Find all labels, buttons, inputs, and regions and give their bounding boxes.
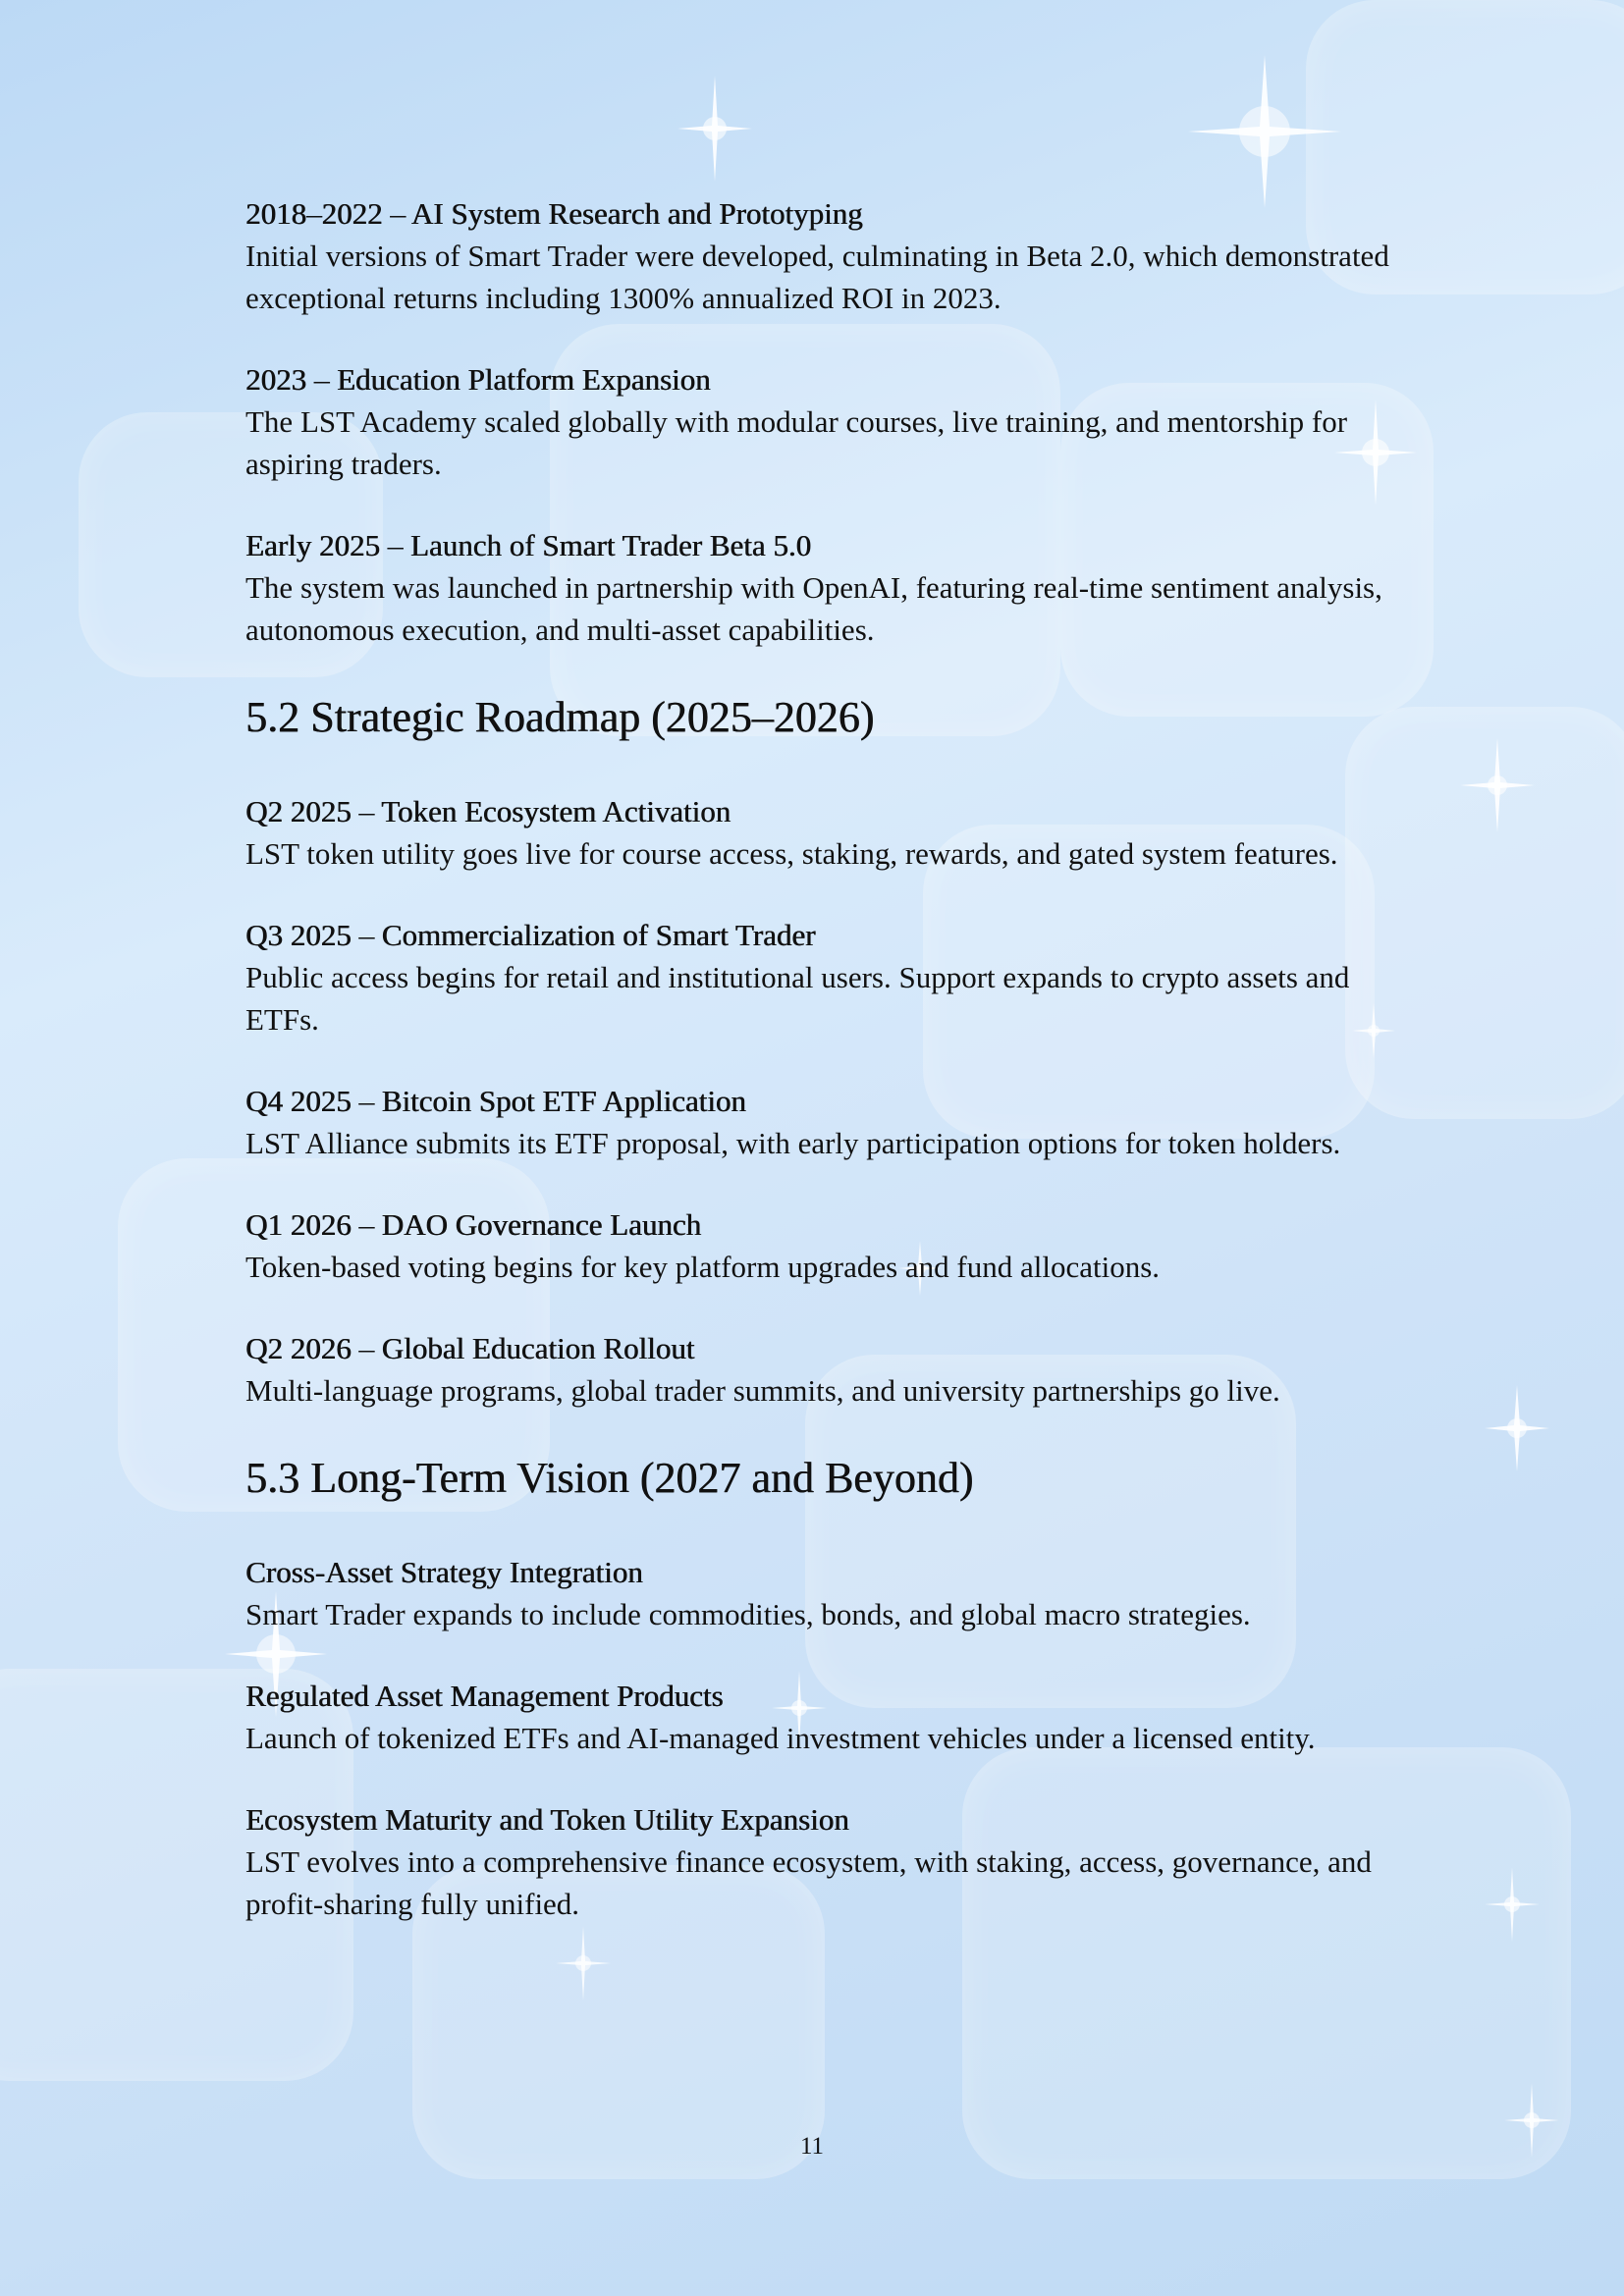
entry-title: 2023 – Education Platform Expansion [245, 362, 711, 397]
history-entry [245, 192, 1394, 319]
entry-title: Q1 2026 – DAO Governance Launch [245, 1207, 702, 1242]
entry-body: Smart Trader expands to include commodities, bonds, and global macro strategies. [245, 1597, 1251, 1631]
roadmap-entry [245, 1203, 1394, 1288]
entry-body: Public access begins for retail and institutional users. Support expands to crypto assets and ETFs. [245, 960, 1350, 1037]
entry-body: Launch of tokenized ETFs and AI-managed investment vehicles under a licensed entity. [245, 1721, 1316, 1755]
page-number: 11 [799, 2133, 825, 2160]
entry-body: The LST Academy scaled globally with modular courses, live training, and mentorship for aspiring traders. [245, 404, 1348, 481]
roadmap-entry [245, 790, 1394, 875]
entry-title: Q2 2026 – Global Education Rollout [245, 1331, 695, 1365]
history-entry [245, 358, 1394, 485]
entry-title: Q3 2025 – Commercialization of Smart Trader [245, 918, 816, 952]
section-heading-vision: 5.3 Long-Term Vision (2027 and Beyond) [245, 1454, 974, 1502]
entry-title: 2018–2022 – AI System Research and Prototyping [245, 196, 863, 231]
entry-title: Cross-Asset Strategy Integration [245, 1555, 643, 1589]
entry-body: Token-based voting begins for key platform upgrades and fund allocations. [245, 1250, 1161, 1284]
entry-body: Initial versions of Smart Trader were developed, culminating in Beta 2.0, which demonstrated exceptional returns including 1300% annualized ROI in 2023. [245, 239, 1389, 315]
roadmap-entry [245, 914, 1394, 1041]
entry-title: Early 2025 – Launch of Smart Trader Beta 5.0 [245, 528, 811, 562]
sparkle-icon [1483, 1865, 1542, 1944]
section-heading-roadmap: 5.2 Strategic Roadmap (2025–2026) [245, 693, 875, 741]
sparkle-icon [1186, 53, 1343, 210]
roadmap-entry [245, 1080, 1394, 1164]
vision-entry [245, 1675, 1394, 1759]
sparkle-icon [1483, 1384, 1551, 1472]
vision-entry [245, 1551, 1394, 1635]
entry-title: Q4 2025 – Bitcoin Spot ETF Application [245, 1084, 746, 1118]
entry-body: Multi-language programs, global trader summits, and university partnerships go live. [245, 1373, 1280, 1408]
entry-title: Ecosystem Maturity and Token Utility Expansion [245, 1802, 849, 1837]
roadmap-entry [245, 1327, 1394, 1412]
entry-body: The system was launched in partnership with OpenAI, featuring real-time sentiment analysis, autonomous execution, and multi-asset capabilities. [245, 570, 1382, 647]
sparkle-icon [676, 75, 754, 183]
entry-body: LST evolves into a comprehensive finance ecosystem, with staking, access, governance, and profit-sharing fully unified. [245, 1844, 1372, 1921]
document-page [245, 192, 1394, 1964]
vision-entry [245, 1798, 1394, 1925]
entry-title: Regulated Asset Management Products [245, 1679, 724, 1713]
entry-title: Q2 2025 – Token Ecosystem Activation [245, 794, 731, 828]
entry-body: LST Alliance submits its ETF proposal, with early participation options for token holders. [245, 1126, 1341, 1160]
history-entry [245, 524, 1394, 651]
entry-body: LST token utility goes live for course access, staking, rewards, and gated system features. [245, 836, 1338, 871]
sparkle-icon [1458, 736, 1537, 834]
